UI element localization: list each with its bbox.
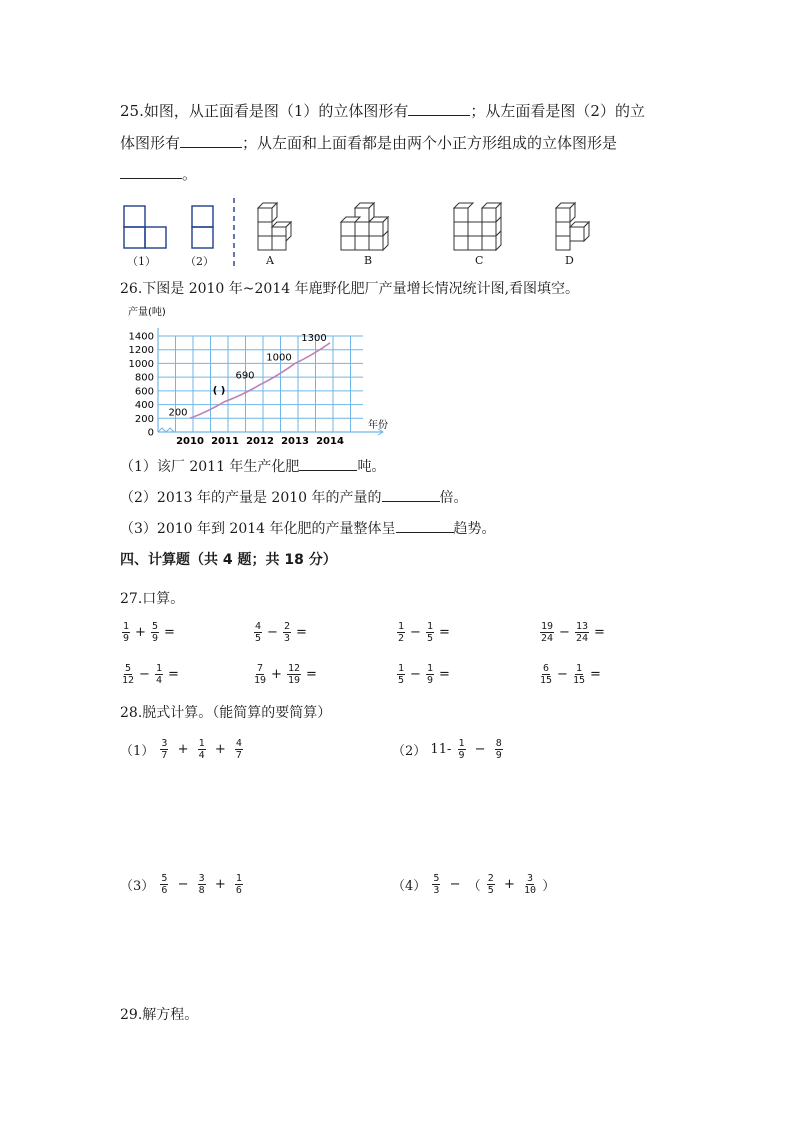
fig1-label: （1） [127, 255, 156, 268]
operator: + [135, 625, 146, 640]
shape-d [556, 203, 589, 250]
fraction: $\frac{13}{24}$ [575, 621, 588, 644]
fraction: $\frac{3}{8}$ [198, 873, 205, 896]
answer-blank[interactable] [299, 456, 357, 471]
fraction: $\frac{5}{9}$ [151, 621, 158, 644]
oral-calc-item [120, 621, 178, 644]
data-labels [168, 333, 326, 418]
answer-blank[interactable] [408, 101, 470, 116]
fraction: $\frac{1}{5}$ [426, 621, 433, 644]
x-tick-label: 2012 [246, 436, 274, 447]
q26-sub3: （3）2010 年到 2014 年化肥的产量整体呈 趋势。 [120, 518, 496, 539]
answer-blank[interactable] [382, 487, 440, 502]
fraction: $\frac{5}{3}$ [433, 873, 440, 896]
data-label: 200 [168, 407, 188, 419]
q28-p4: （4） $\frac{5}{3}$ − （ $\frac{2}{5}$ + $\frac{3}{10}$ ） [392, 873, 556, 896]
data-label: ( ) [212, 385, 226, 397]
label-c: C [475, 254, 484, 267]
fraction: $\frac{3}{10}$ [524, 873, 537, 896]
section-title: 四、计算题（共 4 题；共 18 分） [120, 552, 337, 568]
label-b: B [364, 254, 373, 267]
y-tick-label: 600 [134, 386, 154, 398]
q29-title: 29.解方程。 [120, 1007, 199, 1023]
y-ticks [129, 332, 154, 439]
data-label: 1300 [301, 332, 327, 344]
shape-b [341, 203, 388, 250]
x-tick-label: 2011 [211, 436, 239, 447]
fraction: $\frac{19}{24}$ [541, 621, 554, 644]
y-tick-label: 1400 [128, 331, 154, 343]
fraction: $\frac{4}{5}$ [255, 621, 262, 644]
q25-line1: 25.如图，从正面看是图（1）的立体图形有 ；从左面看是图（2）的立 [120, 102, 645, 120]
fraction: $\frac{8}{9}$ [495, 738, 502, 761]
oral-calc-item [538, 663, 604, 686]
production-chart [118, 302, 403, 450]
shape-a [258, 203, 291, 250]
fraction: $\frac{3}{7}$ [161, 738, 168, 761]
fraction: $\frac{6}{15}$ [540, 663, 553, 686]
oral-calc-item [252, 621, 310, 644]
oral-calc-item [538, 621, 608, 644]
fraction: $\frac{12}{19}$ [287, 663, 300, 686]
equals: = [306, 667, 317, 682]
fraction: $\frac{1}{5}$ [398, 663, 405, 686]
oral-calc-item [252, 663, 320, 686]
view-figure-2 [192, 206, 213, 248]
fraction: $\frac{5}{12}$ [122, 663, 135, 686]
operator: − [559, 625, 570, 640]
x-tick-label: 2013 [281, 436, 309, 447]
fraction: $\frac{1}{9}$ [123, 621, 130, 644]
operator: − [410, 625, 421, 640]
q28-p3: （3） $\frac{5}{6}$ − $\frac{3}{8}$ + $\frac{1}{6}$ [120, 873, 242, 896]
fraction: $\frac{1}{15}$ [572, 663, 585, 686]
operator: − [139, 667, 150, 682]
operator: − [267, 625, 278, 640]
equals: = [438, 667, 450, 682]
view-figure-1 [124, 206, 166, 248]
fraction: $\frac{2}{5}$ [487, 873, 494, 896]
equals: = [167, 667, 179, 682]
fraction: $\frac{1}{2}$ [398, 621, 405, 644]
y-tick-label: 800 [134, 372, 154, 384]
fraction: $\frac{7}{19}$ [254, 663, 267, 686]
equals: = [438, 625, 450, 640]
fig2-label: （2） [185, 255, 214, 268]
label-d: D [565, 254, 574, 267]
equals: = [594, 625, 605, 640]
fraction: $\frac{4}{7}$ [235, 738, 242, 761]
oral-calc-item [120, 663, 182, 686]
operator: + [271, 667, 282, 682]
q26-sub1: （1）该厂 2011 年生产化肥 吨。 [120, 456, 385, 477]
shape-c [454, 203, 501, 250]
x-tick-label: 2010 [176, 436, 204, 447]
q27-title: 27.口算。 [120, 591, 185, 607]
fraction: $\frac{1}{4}$ [198, 738, 205, 761]
q26-sub2: （2）2013 年的产量是 2010 年的产量的 倍。 [120, 487, 468, 508]
label-a: A [266, 254, 274, 267]
equals: = [163, 625, 175, 640]
x-ticks [176, 436, 344, 447]
oral-calc-item [395, 621, 453, 644]
data-label: 690 [235, 370, 255, 382]
fraction: $\frac{2}{3}$ [283, 621, 290, 644]
equals: = [590, 667, 601, 682]
chart-grid [158, 328, 383, 435]
data-label: 1000 [266, 352, 292, 364]
fraction: $\frac{1}{9}$ [426, 663, 433, 686]
operator: − [410, 667, 421, 682]
q28-p1: （1） $\frac{3}{7}$ + $\frac{1}{4}$ + $\frac{4}{7}$ [120, 738, 242, 761]
q25-line2: 体图形有 ；从左面和上面看都是由两个小正方形组成的立体图形是 [120, 134, 618, 152]
y-tick-label: 200 [134, 413, 154, 425]
fraction: $\frac{1}{4}$ [155, 663, 162, 686]
x-tick-label: 2014 [316, 436, 344, 447]
equals: = [295, 625, 307, 640]
y-tick-label: 0 [147, 427, 154, 439]
answer-blank[interactable] [120, 164, 182, 179]
q25-line3: 。 [120, 164, 197, 184]
fraction: $\frac{1}{6}$ [235, 873, 242, 896]
y-tick-label: 1000 [128, 358, 154, 370]
answer-blank[interactable] [180, 133, 242, 148]
oral-calc-item [395, 663, 453, 686]
y-tick-label: 1200 [128, 345, 154, 357]
fraction: $\frac{5}{6}$ [161, 873, 168, 896]
q26-title: 26.下图是 2010 年~2014 年鹿野化肥厂产量增长情况统计图,看图填空。 [120, 281, 580, 297]
y-axis-label: 产量(吨) [128, 307, 166, 318]
answer-blank[interactable] [396, 518, 454, 533]
x-axis-label: 年份 [368, 420, 388, 431]
fraction: $\frac{1}{9}$ [458, 738, 465, 761]
q28-p2: （2） 11- $\frac{1}{9}$ − $\frac{8}{9}$ [392, 738, 502, 761]
q28-title: 28.脱式计算。（能简算的要简算） [120, 705, 332, 721]
operator: − [557, 667, 568, 682]
y-tick-label: 400 [134, 400, 154, 412]
